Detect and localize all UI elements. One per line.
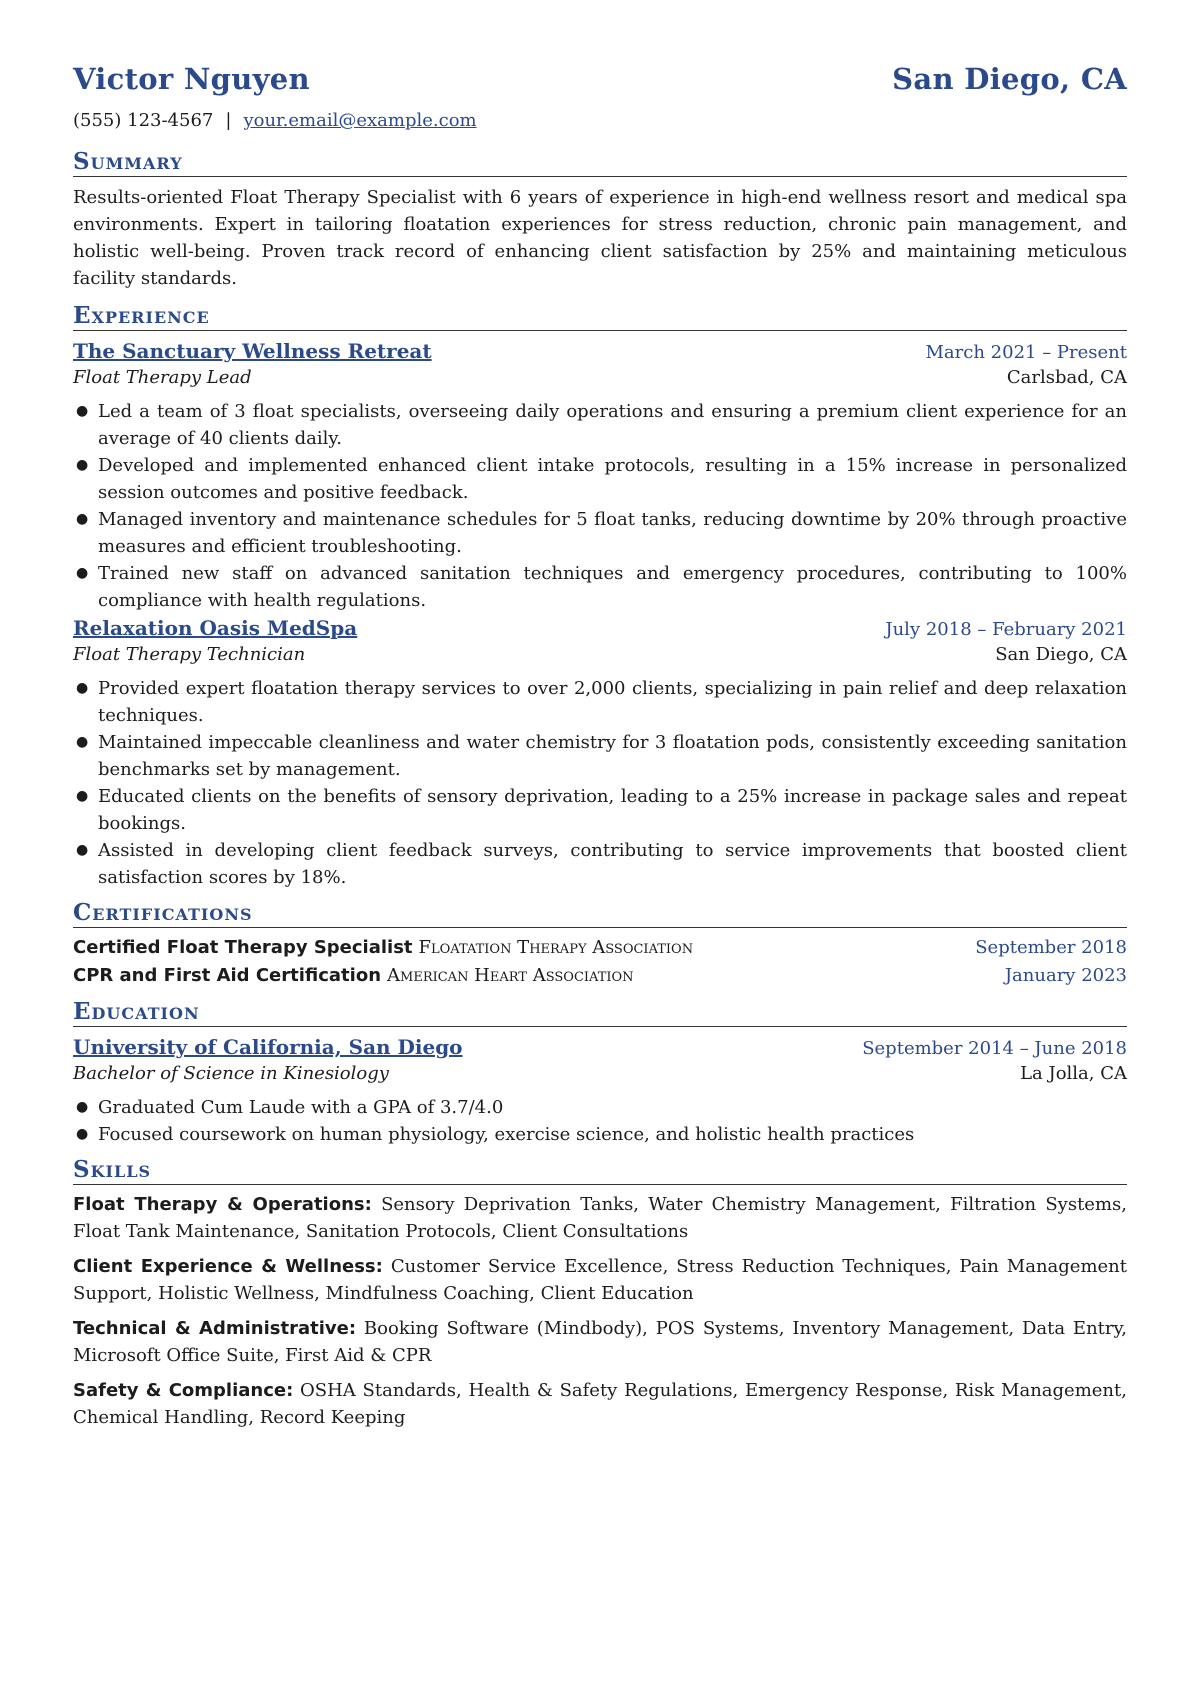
achievement-list xyxy=(73,398,1127,614)
contact-line xyxy=(73,110,1127,132)
skill-group xyxy=(73,1377,1127,1431)
certification-list xyxy=(73,934,1127,990)
skill-values: Booking Software (Mindbody), POS Systems, Inventory Management, Data Entry, Microsoft Office Suite, First Aid & CPR xyxy=(73,1318,1127,1366)
skill-category: Safety & Compliance: xyxy=(73,1380,294,1401)
skill-values: OSHA Standards, Health & Safety Regulations, Emergency Response, Risk Management, Chemical Handling, Record Keeping xyxy=(73,1380,1127,1428)
bullet-icon: ● xyxy=(76,457,89,473)
bullet-icon: ● xyxy=(76,511,89,527)
list-item: ● Educated clients on the benefits of sensory deprivation, leading to a 25% increase in package sales and repeat bookings. xyxy=(98,783,1127,837)
resume-header xyxy=(73,62,1127,96)
list-item: ● Graduated Cum Laude with a GPA of 3.7/4.0 xyxy=(98,1094,1127,1121)
employer-link[interactable]: The Sanctuary Wellness Retreat xyxy=(73,339,432,363)
job-location: San Diego, CA xyxy=(995,644,1127,665)
list-item: ● Maintained impeccable cleanliness and water chemistry for 3 floatation pods, consistently exceeding sanitation benchmarks set by management. xyxy=(98,729,1127,783)
certification-date: January 2023 xyxy=(1004,965,1127,986)
achievement-list xyxy=(73,675,1127,891)
list-item: ● Developed and implemented enhanced client intake protocols, resulting in a 15% increase in personalized session outcomes and positive feedback. xyxy=(98,452,1127,506)
certification-issuer: Floatation Therapy Association xyxy=(418,937,694,958)
school-link[interactable]: University of California, San Diego xyxy=(73,1035,463,1059)
education-entry xyxy=(73,1035,1127,1148)
list-item: ● Provided expert floatation therapy services to over 2,000 clients, specializing in pain relief and deep relaxation techniques. xyxy=(98,675,1127,729)
skills-heading: Skills xyxy=(73,1156,1127,1185)
list-item: ● Trained new staff on advanced sanitation techniques and emergency procedures, contributing to 100% compliance with health regulations. xyxy=(98,560,1127,614)
bullet-icon: ● xyxy=(76,1126,89,1142)
bullet-icon: ● xyxy=(76,842,89,858)
certifications-heading: Certifications xyxy=(73,899,1127,928)
employment-dates: March 2021 – Present xyxy=(925,342,1127,363)
degree: Bachelor of Science in Kinesiology xyxy=(73,1063,389,1084)
summary-heading: Summary xyxy=(73,148,1127,177)
school-location: La Jolla, CA xyxy=(1020,1063,1127,1084)
skill-group xyxy=(73,1253,1127,1307)
bullet-icon: ● xyxy=(76,403,89,419)
list-item: ● Focused coursework on human physiology, exercise science, and holistic health practices xyxy=(98,1121,1127,1148)
skills-list xyxy=(73,1191,1127,1431)
education-heading: Education xyxy=(73,998,1127,1027)
bullet-icon: ● xyxy=(76,788,89,804)
email-link[interactable]: your.email@example.com xyxy=(243,110,477,131)
skill-values: Customer Service Excellence, Stress Reduction Techniques, Pain Management Support, Holistic Wellness, Mindfulness Coaching, Client Education xyxy=(73,1256,1127,1304)
education-dates: September 2014 – June 2018 xyxy=(862,1038,1127,1059)
bullet-icon: ● xyxy=(76,734,89,750)
job-title: Float Therapy Lead xyxy=(73,367,252,388)
skill-values: Sensory Deprivation Tanks, Water Chemistry Management, Filtration Systems, Float Tank Maintenance, Sanitation Protocols, Client Consultations xyxy=(73,1194,1127,1242)
education-details-list xyxy=(73,1094,1127,1148)
list-item: ● Led a team of 3 float specialists, overseeing daily operations and ensuring a premium client experience for an average of 40 clients daily. xyxy=(98,398,1127,452)
skill-group xyxy=(73,1191,1127,1245)
contact-separator: | xyxy=(225,110,232,131)
skill-category: Technical & Administrative: xyxy=(73,1318,357,1339)
bullet-icon: ● xyxy=(76,1099,89,1115)
job-title: Float Therapy Technician xyxy=(73,644,306,665)
experience-heading: Experience xyxy=(73,302,1127,331)
employment-dates: July 2018 – February 2021 xyxy=(885,619,1127,640)
candidate-location: San Diego, CA xyxy=(892,62,1127,96)
certification-issuer: American Heart Association xyxy=(387,965,634,986)
skill-group xyxy=(73,1315,1127,1369)
bullet-icon: ● xyxy=(76,565,89,581)
candidate-name: Victor Nguyen xyxy=(73,62,310,96)
resume-page xyxy=(73,62,1127,1431)
job-location: Carlsbad, CA xyxy=(1006,367,1127,388)
experience-entry xyxy=(73,616,1127,891)
phone-number: (555) 123-4567 xyxy=(73,110,214,131)
skill-category: Client Experience & Wellness: xyxy=(73,1256,383,1277)
employer-link[interactable]: Relaxation Oasis MedSpa xyxy=(73,616,358,640)
certification-name: CPR and First Aid Certification xyxy=(73,965,382,986)
certification-name: Certified Float Therapy Specialist xyxy=(73,937,413,958)
experience-entry xyxy=(73,339,1127,614)
certification-date: September 2018 xyxy=(975,937,1127,958)
certification-row xyxy=(73,934,1127,962)
list-item: ● Assisted in developing client feedback surveys, contributing to service improvements that boosted client satisfaction scores by 18%. xyxy=(98,837,1127,891)
certification-row xyxy=(73,962,1127,990)
summary-text: Results-oriented Float Therapy Specialist with 6 years of experience in high-end wellness resort and medical spa environments. Expert in tailoring floatation experiences for stress reduction, chronic pain management, and holistic well-being. Proven track record of enhancing client satisfaction by 25% and maintaining meticulous facility standards. xyxy=(73,187,1127,289)
bullet-icon: ● xyxy=(76,680,89,696)
list-item: ● Managed inventory and maintenance schedules for 5 float tanks, reducing downtime by 20% through proactive measures and efficient troubleshooting. xyxy=(98,506,1127,560)
skill-category: Float Therapy & Operations: xyxy=(73,1194,372,1215)
